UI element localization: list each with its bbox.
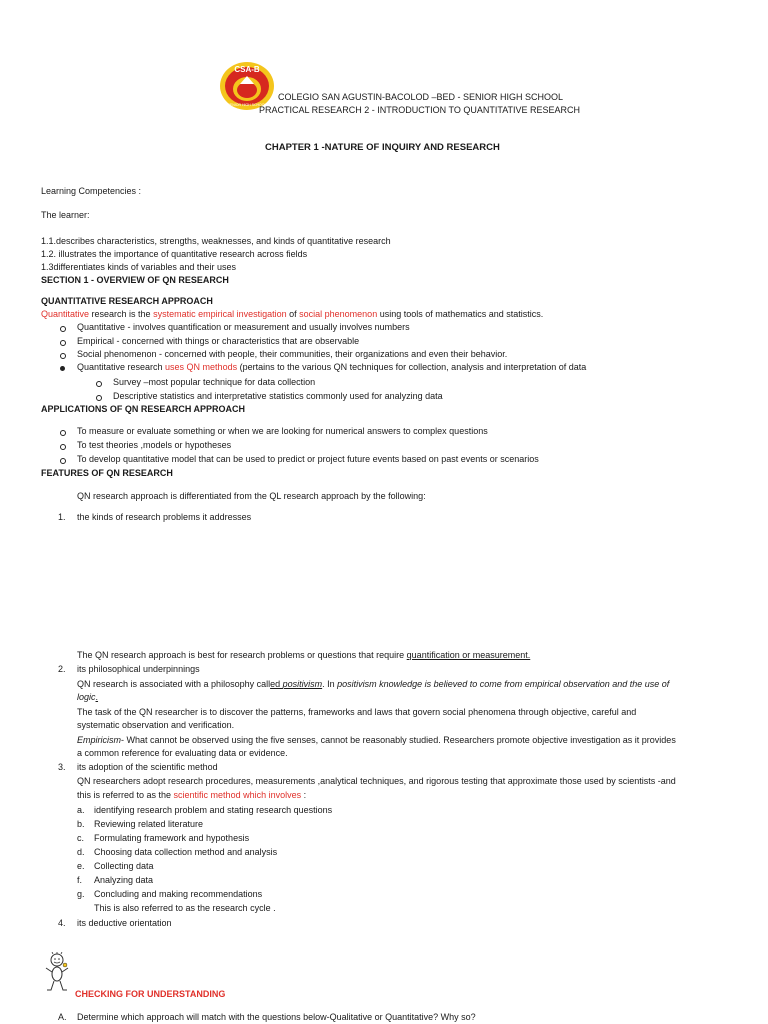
feature-3-title: its adoption of the scientific method [77, 762, 218, 772]
applications-title: APPLICATIONS OF QN RESEARCH APPROACH [41, 404, 246, 414]
feature-2-line: QN research is associated with a philosophy called positivism. In positivism knowledge is believed to come from empirical observation and the use of [77, 679, 670, 689]
step-item: Concluding and making recommendations [94, 889, 263, 899]
filled-bullet-icon [60, 366, 65, 371]
feature-3-line: QN researchers adopt research procedures, measurements ,analytical techniques, and rigorous testing that approximate those used by scientists -and [77, 776, 676, 786]
step-item: identifying research problem and stating research questions [94, 805, 333, 815]
feature-4-title: its deductive orientation [77, 918, 172, 928]
step-letter: e. [77, 861, 85, 871]
school-logo [218, 56, 276, 112]
learner-label: The learner: [41, 210, 90, 220]
step-letter: c. [77, 833, 85, 843]
approach-title: QUANTITATIVE RESEARCH APPROACH [41, 296, 213, 306]
feature-2-line: The task of the QN researcher is to discover the patterns, frameworks and laws that govern social phenomena through objective, careful and [77, 707, 637, 717]
list-item: Descriptive statistics and interpretative statistics commonly used for analyzing data [113, 391, 443, 401]
hollow-bullet-icon [60, 340, 66, 346]
step-letter: g. [77, 889, 85, 899]
hollow-bullet-icon [60, 326, 66, 332]
logo-ring-text: SENIOR HIGH SCHOOL [227, 103, 267, 107]
thinking-figure-icon [44, 952, 70, 996]
list-item: Empirical - concerned with things or characteristics that are observable [77, 336, 360, 346]
feature-2-line: Empiricism- What cannot be observed using the five senses, cannot be reasonably studied. Researchers promote objective investigation as it provides [77, 735, 676, 745]
feature-2-line: logic. [77, 692, 99, 702]
step-item: Reviewing related literature [94, 819, 204, 829]
logo-top-text: CSA-B [234, 65, 260, 74]
feature-number: 2. [58, 664, 66, 674]
feature-3-line: this is referred to as the scientific method which involves : [77, 790, 307, 800]
feature-number: 1. [58, 512, 66, 522]
list-item: To develop quantitative model that can be used to predict or project future events based on past events or scenarios [77, 454, 539, 464]
research-cycle-note: This is also referred to as the research cycle . [94, 903, 276, 913]
hollow-bullet-icon [96, 381, 102, 387]
hollow-bullet-icon [60, 458, 66, 464]
competencies-label: Learning Competencies : [41, 186, 142, 196]
step-letter: f. [77, 875, 83, 885]
list-item: Quantitative - involves quantification or measurement and usually involves numbers [77, 322, 410, 332]
list-item: Survey –most popular technique for data collection [113, 377, 316, 387]
feature-2-title: its philosophical underpinnings [77, 664, 200, 674]
hollow-bullet-icon [60, 430, 66, 436]
feature-1-body: The QN research approach is best for research problems or questions that require quantification or measurement. [77, 650, 531, 660]
step-item: Formulating framework and hypothesis [94, 833, 250, 843]
list-item: To measure or evaluate something or when we are looking for numerical answers to complex questions [77, 426, 488, 436]
definition-line: Quantitative research is the systematic empirical investigation of social phenomenon using tools of mathematics and statistics. [41, 309, 544, 319]
hollow-bullet-icon [60, 353, 66, 359]
step-item: Collecting data [94, 861, 154, 871]
question-number: A. [58, 1012, 67, 1022]
feature-2-line: a common reference for evaluating data or evidence. [77, 748, 288, 758]
school-name: COLEGIO SAN AGUSTIN-BACOLOD –BED - SENIOR HIGH SCHOOL [278, 92, 564, 102]
section-1-title: SECTION 1 - OVERVIEW OF QN RESEARCH [41, 275, 229, 285]
step-letter: a. [77, 805, 85, 815]
features-intro: QN research approach is differentiated from the QL research approach by the following: [77, 491, 426, 501]
competency-item: 1.3differentiates kinds of variables and their uses [41, 262, 236, 272]
step-letter: b. [77, 819, 85, 829]
step-letter: d. [77, 847, 85, 857]
competency-item: 1.1.describes characteristics, strengths, weaknesses, and kinds of quantitative research [41, 236, 391, 246]
feature-2-line: systematic observation and verification. [77, 720, 235, 730]
list-item: To test theories ,models or hypotheses [77, 440, 232, 450]
feature-number: 4. [58, 918, 66, 928]
feature-1-title: the kinds of research problems it addresses [77, 512, 252, 522]
methods-line: Quantitative research uses QN methods (pertains to the various QN techniques for collection, analysis and interpretation of data [77, 362, 587, 372]
features-title: FEATURES OF QN RESEARCH [41, 468, 173, 478]
step-item: Analyzing data [94, 875, 154, 885]
chapter-title: CHAPTER 1 -NATURE OF INQUIRY AND RESEARCH [265, 142, 500, 153]
subject-title: PRACTICAL RESEARCH 2 - INTRODUCTION TO QUANTITATIVE RESEARCH [259, 105, 581, 115]
checking-title: CHECKING FOR UNDERSTANDING [75, 989, 226, 999]
hollow-bullet-icon [60, 444, 66, 450]
feature-number: 3. [58, 762, 66, 772]
step-item: Choosing data collection method and analysis [94, 847, 278, 857]
list-item: Social phenomenon - concerned with people, their communities, their organizations and even their behavior. [77, 349, 508, 359]
question-a: Determine which approach will match with the questions below-Qualitative or Quantitative? Why so? [77, 1012, 476, 1022]
hollow-bullet-icon [96, 395, 102, 401]
competency-item: 1.2. illustrates the importance of quantitative research across fields [41, 249, 308, 259]
